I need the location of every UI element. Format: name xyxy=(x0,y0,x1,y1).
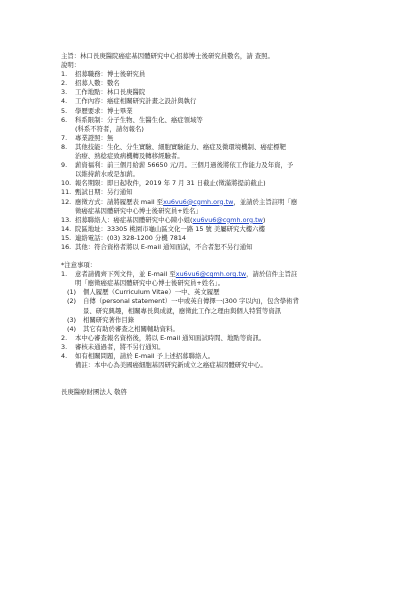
document-item: (2) 自傳（personal statement）一中或英自傳擇一(300 字以內)，包含學術背 xyxy=(67,297,299,306)
list-item: 16. 其他：符合資格者將以 E-mail 通知面試，不合者恕不另行通知 xyxy=(61,242,253,251)
list-item: 12. 應徵方式：請將履歷表 mail 至 xu6vu6@cgmh.org.tw ，並請於主旨註明「應 xyxy=(61,197,298,206)
list-item: 3. 工作地點：林口長庚醫院 xyxy=(61,88,146,97)
note-item: 2. 本中心審查報名資格後，將以 E-mail 通知面試時間、地點等資訊。 xyxy=(61,333,266,342)
list-item: 11. 甄試日期：另行通知 xyxy=(61,188,133,197)
note-item: 1. 意者請備齊下列文件，並 E-mail 至 xu6vu6@cgmh.org.tw ，請於信件主旨註 xyxy=(61,270,298,279)
note-continuation: 明「應徵癌症基因體研究中心博士後研究員+姓名」。 xyxy=(75,279,225,288)
list-item: 10. 報名期限：即日起收件，2019 年 7 月 31 日截止(徵滿將提前截止) xyxy=(61,179,266,188)
note-item: 4. 如有相關問題，請於 E-mail 予上述招募聯絡人。 xyxy=(61,352,215,360)
list-item: 7. 專業證照：無 xyxy=(61,133,114,142)
document-item-continuation: 景、研究興趣，相關專長與成就，應徵此工作之理由與個人特質等資訊 xyxy=(83,306,282,315)
list-item-continuation: 治療、熟稔症致病機轉及轉移經驗者。 xyxy=(75,152,184,161)
note-item: 3. 審核未通過者，將不另行通知。 xyxy=(61,342,165,351)
email-link[interactable]: xu6vu6@cgmh.org.tw xyxy=(175,270,247,279)
list-item: 5. 學歷要求：博士畢業 xyxy=(61,106,133,115)
subject-line: 主旨：林口長庚醫院癌症基因體研究中心招募博士後研究員數名，請 查照。 xyxy=(61,52,274,60)
list-item: 1. 招募職務：博士後研究員 xyxy=(61,70,146,79)
email-link[interactable]: xu6vu6@cgmh.org.tw xyxy=(192,215,263,224)
list-item: 8. 其他技能：生化、分生實驗、細胞實驗能力、癌症及微環境機制、癌症標靶 xyxy=(61,142,286,151)
list-item: 6. 科系限制：分子生物、生醫生化、癌症領域等 xyxy=(61,115,203,124)
document-item: (1) 個人履歷（Curriculum Vitae）一中、英文履歷 xyxy=(67,288,220,297)
list-item: 9. 薪資福利：前三個月給薪 56650 元/月。三個月過後將依工作能力及年資，予 xyxy=(61,161,294,170)
list-item-continuation: (科系不符者，請勿報名) xyxy=(75,124,144,133)
notes-title: *注意事項： xyxy=(61,261,97,270)
document-item: (4) 其它有助於審查之相關輔助資料。 xyxy=(67,324,179,333)
list-item-continuation: 徵癌症基因體研究中心博士後研究員+姓名」 xyxy=(75,206,202,215)
note-continuation: 備註：本中心為美國癌細胞基因研究新成立之癌症基因體研究中心。 xyxy=(75,361,267,370)
list-item: 2. 招募人數：數名 xyxy=(61,79,120,88)
list-item: 4. 工作內容：癌症相關研究計畫之設計與執行 xyxy=(61,97,197,106)
document-item: (3) 相關研究著作目錄 xyxy=(67,315,135,324)
list-item: 13. 招募聯絡人：癌症基因體研究中心陳小姐( xu6vu6@cgmh.org.tw ) xyxy=(61,215,266,224)
description-label: 說明： xyxy=(61,61,81,70)
signature: 長庚醫療財團法人 敬啓 xyxy=(61,388,127,397)
list-item: 15. 連絡電話：(03) 328-1200 分機 7814 xyxy=(61,233,186,242)
list-item-continuation: 以維持薪水或是加薪。 xyxy=(75,170,139,179)
email-link[interactable]: xu6vu6@cgmh.org.tw xyxy=(163,197,234,206)
list-item: 14. 院區地址：33305 桃園市龜山區文化一路 15 號 美屬研究大樓六樓 xyxy=(61,224,265,233)
